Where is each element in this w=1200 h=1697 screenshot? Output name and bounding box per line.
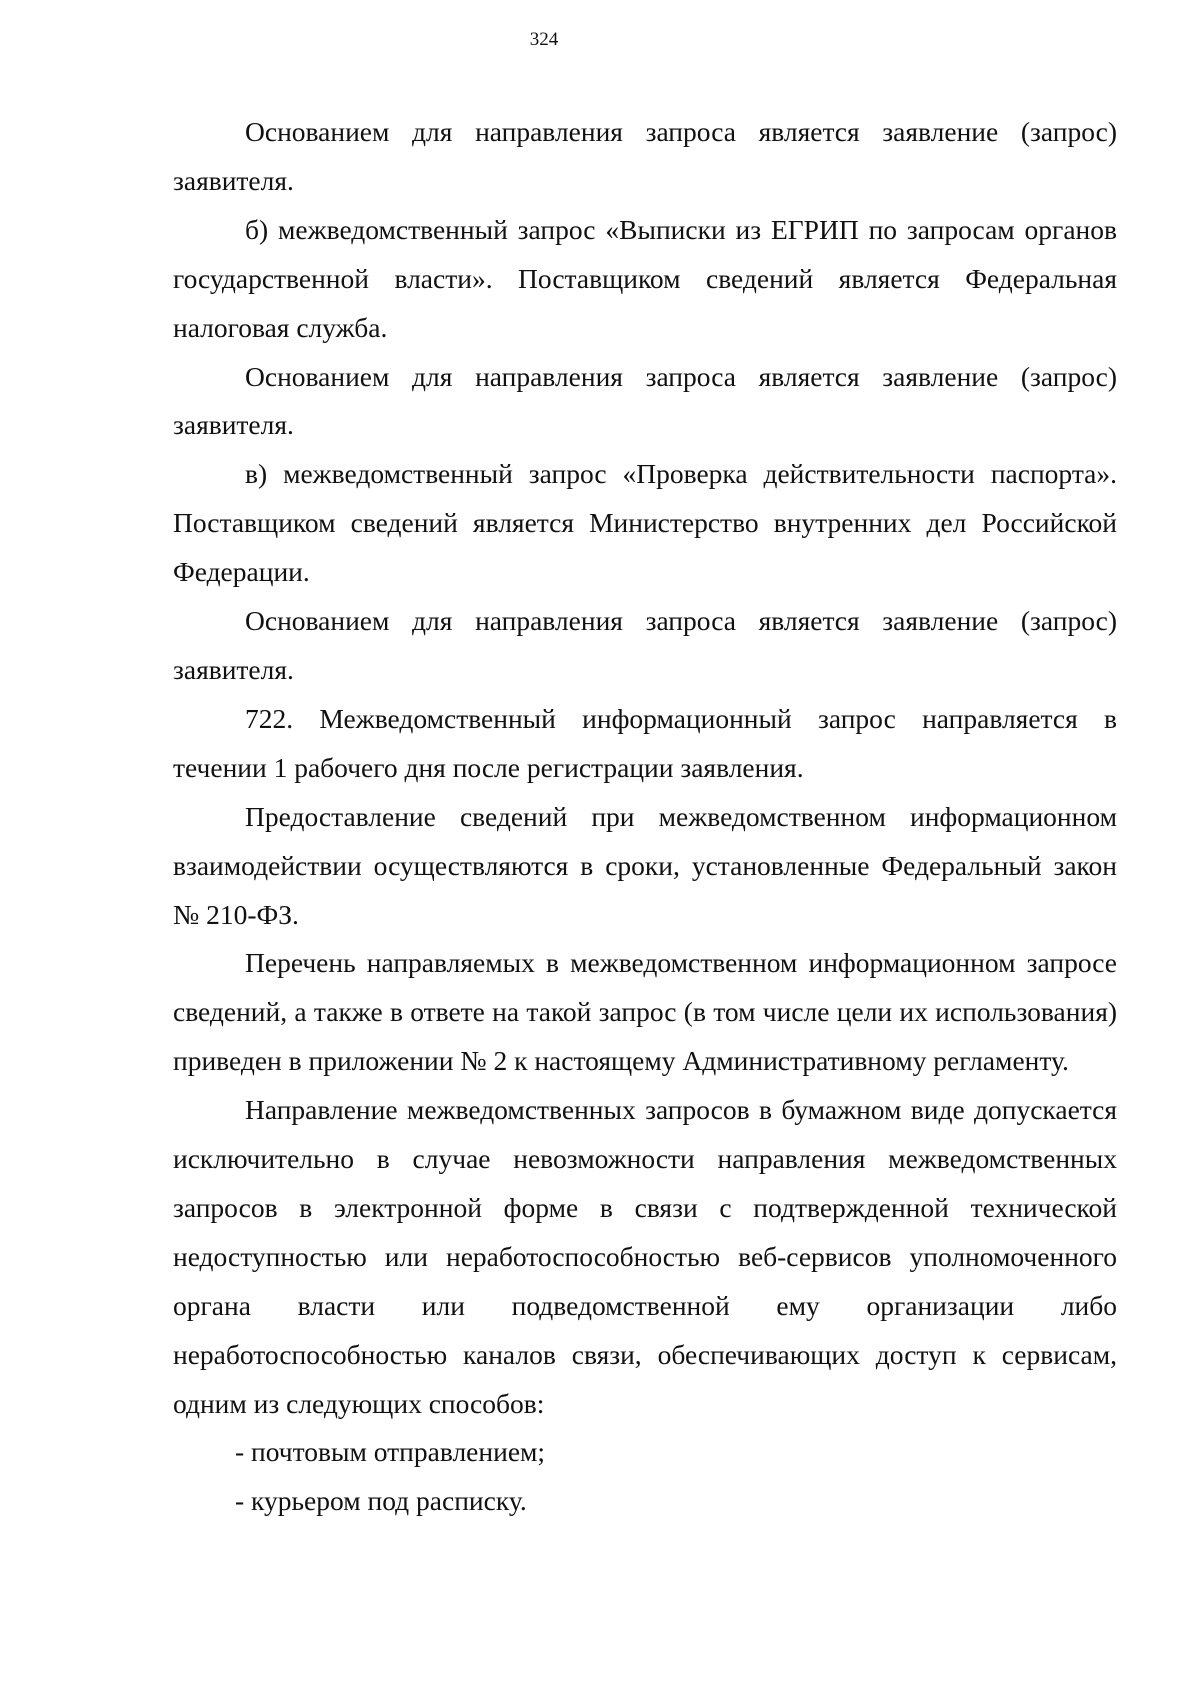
list-item-postal: - почтовым отправлением; bbox=[235, 1436, 546, 1468]
page-number: 324 bbox=[529, 29, 559, 50]
paragraph-basis-1: Основанием для направления запроса является заявление (запрос) заявителя. bbox=[173, 116, 1117, 196]
paragraph-provision-timing: Предоставление сведений при межведомственном информационном взаимодействии осуществляются в сроки, установленные Федеральный закон № 210-ФЗ. bbox=[173, 800, 1117, 930]
paragraph-paper-requests: Направление межведомственных запросов в бумажном виде допускается исключительно в случае невозможности направления межведомственных запросов в электронной форме в связи с подтвержденной технической недоступностью или неработоспособностью веб-сервисов уполномоченного органа власти или подведомственной ему организации либо неработоспособностью каналов связи, обеспечивающих доступ к сервисам, одним из следующих способов: bbox=[173, 1094, 1117, 1419]
paragraph-request-b: б) межведомственный запрос «Выписки из ЕГРИП по запросам органов государственной власти». Поставщиком сведений является Федеральная налоговая служба. bbox=[173, 213, 1117, 343]
paragraph-basis-2: Основанием для направления запроса является заявление (запрос) заявителя. bbox=[173, 360, 1117, 441]
paragraph-request-v: в) межведомственный запрос «Проверка действительности паспорта». Поставщиком сведений является Министерство внутренних дел Российской Федерации. bbox=[173, 458, 1117, 588]
paragraph-722: 722. Межведомственный информационный запрос направляется в течении 1 рабочего дня после регистрации заявления. bbox=[173, 702, 1117, 783]
list-item-courier: - курьером под расписку. bbox=[235, 1485, 527, 1517]
paragraph-basis-3: Основанием для направления запроса является заявление (запрос) заявителя. bbox=[173, 605, 1117, 685]
paragraph-list-of-data: Перечень направляемых в межведомственном информационном запросе сведений, а также в ответе на такой запрос (в том числе цели их использования) приведен в приложении № 2 к настоящему Административному регламенту. bbox=[173, 947, 1117, 1077]
document-body bbox=[173, 108, 1117, 1526]
